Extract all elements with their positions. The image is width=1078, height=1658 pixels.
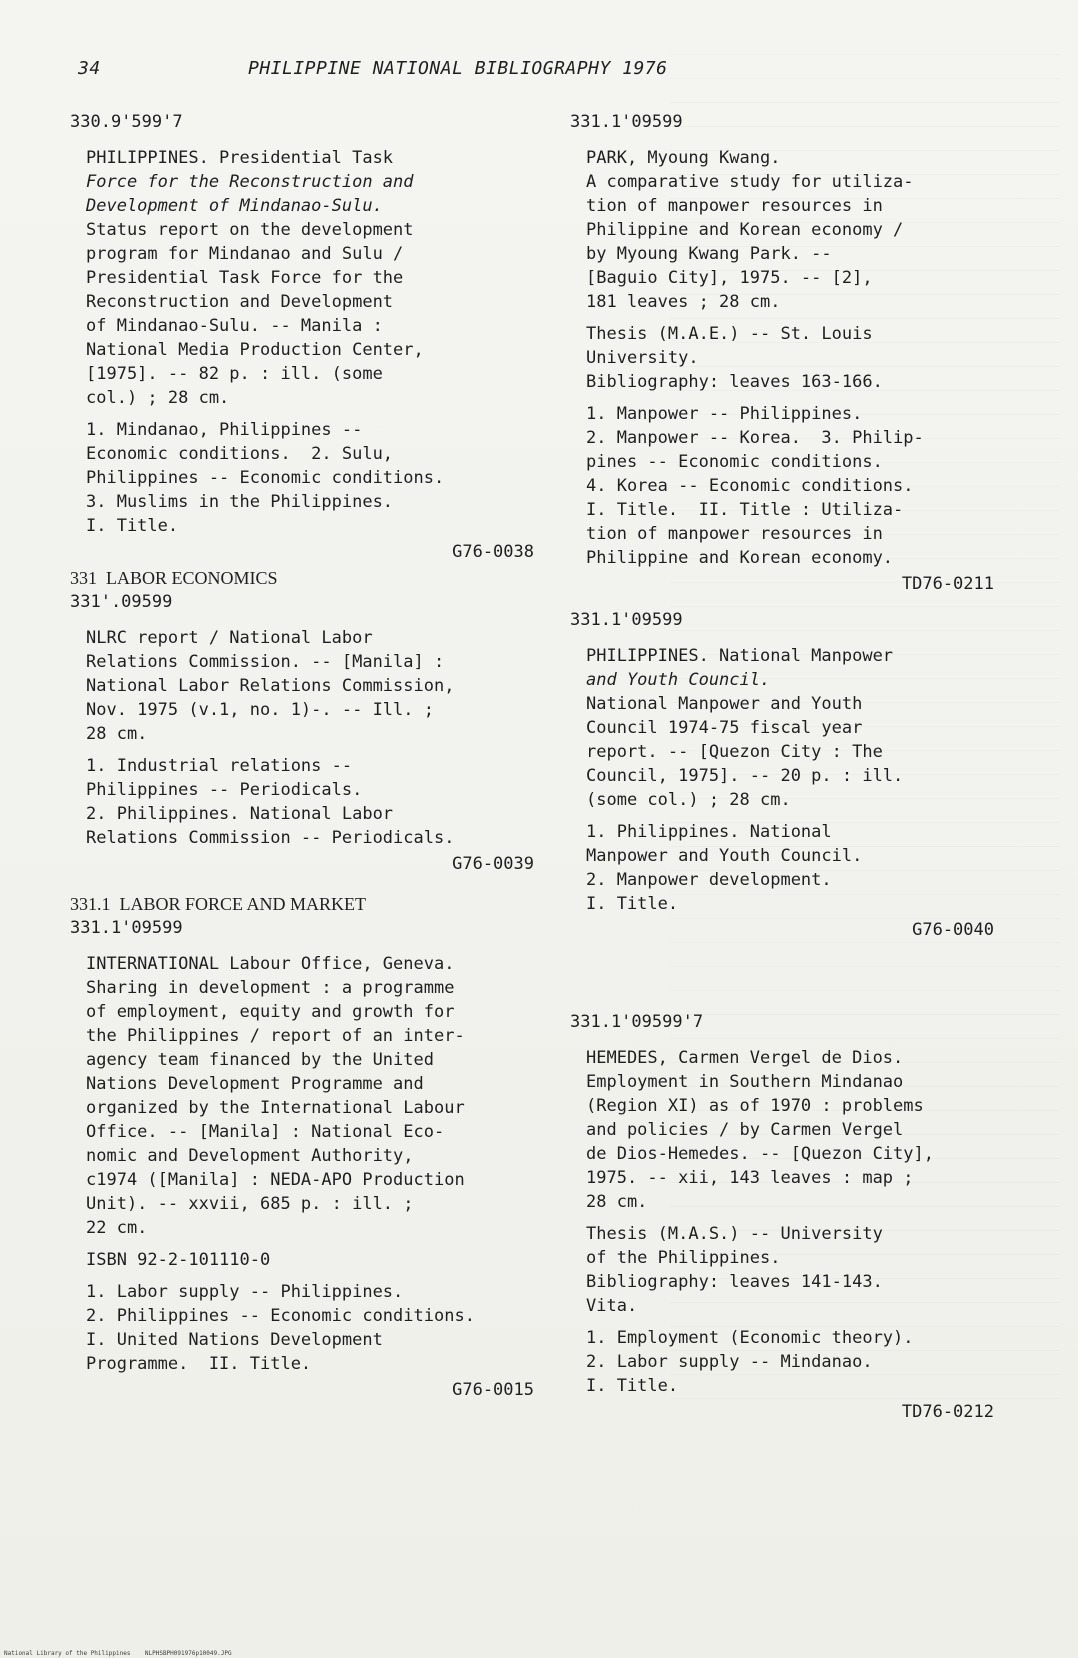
subject-line: 2. Manpower -- Korea. 3. Philip- <box>586 428 924 448</box>
entry-line: Philippine and Korean economy / <box>586 220 904 240</box>
entry-national-manpower-youth-council <box>570 608 1010 942</box>
control-number: TD76-0211 <box>901 574 994 594</box>
note-line: University. <box>586 348 699 368</box>
entry-line: Reconstruction and Development <box>86 292 394 312</box>
isbn-line: ISBN 92-2-101110-0 <box>86 1250 271 1270</box>
entry-line: of Mindanao-Sulu. -- Manila : <box>86 316 383 336</box>
entry-line: Status report on the development <box>86 220 414 240</box>
entry-line: nomic and Development Authority, <box>86 1146 414 1166</box>
entry-line: HEMEDES, Carmen Vergel de Dios. <box>586 1048 904 1068</box>
entry-international-labour-office <box>70 892 550 1402</box>
entry-line: c1974 ([Manila] : NEDA-APO Production <box>86 1170 465 1190</box>
entry-line: Council 1974-75 fiscal year <box>586 718 863 738</box>
entry-line: Force for the Reconstruction and <box>86 172 414 192</box>
entry-park-myoung-kwang <box>570 110 1010 596</box>
scan-footer: National Library of the Philippines NLPHSBPH091976p10049.JPG <box>4 1650 232 1657</box>
entry-line: and Youth Council. <box>586 670 771 690</box>
control-number: G76-0038 <box>452 542 534 562</box>
subject-block <box>86 754 550 850</box>
entry-line: 22 cm. <box>86 1218 148 1238</box>
entry-line: col.) ; 28 cm. <box>86 388 230 408</box>
subject-line: Philippines -- Periodicals. <box>86 780 363 800</box>
control-number: G76-0040 <box>912 920 994 940</box>
control-number: TD76-0212 <box>901 1402 994 1422</box>
entry-line: organized by the International Labour <box>86 1098 465 1118</box>
subject-line: 4. Korea -- Economic conditions. <box>586 476 914 496</box>
subject-line: I. Title. II. Title : Utiliza- <box>586 500 904 520</box>
subject-line: 2. Philippines. National Labor <box>86 804 394 824</box>
notes-block <box>586 322 1010 394</box>
entry-line: program for Mindanao and Sulu / <box>86 244 404 264</box>
entry-body <box>586 146 1010 596</box>
entry-body <box>586 1046 1010 1424</box>
subject-line: 1. Manpower -- Philippines. <box>586 404 863 424</box>
entry-line: (Region XI) as of 1970 : problems <box>586 1096 924 1116</box>
entry-line: A comparative study for utiliza- <box>586 172 914 192</box>
control-number: G76-0015 <box>452 1380 534 1400</box>
subject-line: Economic conditions. 2. Sulu, <box>86 444 394 464</box>
subject-line: I. Title. <box>586 1376 679 1396</box>
entry-line: Council, 1975]. -- 20 p. : ill. <box>586 766 904 786</box>
subject-block <box>86 1280 550 1376</box>
note-line: Bibliography: leaves 163-166. <box>586 372 883 392</box>
entry-nlrc-report <box>70 566 550 876</box>
subject-block <box>586 1326 1010 1398</box>
entry-line: Office. -- [Manila] : National Eco- <box>86 1122 445 1142</box>
subject-line: I. United Nations Development <box>86 1330 383 1350</box>
entry-line: Presidential Task Force for the <box>86 268 404 288</box>
entry-line: Nov. 1975 (v.1, no. 1)-. -- Ill. ; <box>86 700 434 720</box>
subject-block <box>586 402 1010 570</box>
subject-line: 2. Labor supply -- Mindanao. <box>586 1352 873 1372</box>
entry-body <box>586 644 1010 942</box>
subject-line: Programme. II. Title. <box>86 1354 312 1374</box>
class-number: 330.9'599'7 <box>70 112 183 132</box>
entry-line: Relations Commission. -- [Manila] : <box>86 652 445 672</box>
page-number: 34 <box>78 58 101 79</box>
note-line: Thesis (M.A.S.) -- University <box>586 1224 883 1244</box>
entry-line: 1975. -- xii, 143 leaves : map ; <box>586 1168 914 1188</box>
section-class-number: 331'.09599 <box>70 592 173 612</box>
entry-line: PHILIPPINES. National Manpower <box>586 646 894 666</box>
class-number: 331.1'09599 <box>570 112 683 132</box>
entry-line: 28 cm. <box>586 1192 648 1212</box>
entry-line: of employment, equity and growth for <box>86 1002 455 1022</box>
note-line: of the Philippines. <box>586 1248 781 1268</box>
subject-line: Manpower and Youth Council. <box>586 846 863 866</box>
entry-line: 181 leaves ; 28 cm. <box>586 292 781 312</box>
entry-line: PHILIPPINES. Presidential Task <box>86 148 394 168</box>
subject-line: 1. Mindanao, Philippines -- <box>86 420 363 440</box>
subject-block <box>86 418 550 538</box>
entry-line: INTERNATIONAL Labour Office, Geneva. <box>86 954 455 974</box>
subject-line: I. Title. <box>86 516 179 536</box>
notes-block <box>586 1222 1010 1318</box>
subject-line: Relations Commission -- Periodicals. <box>86 828 455 848</box>
subject-line: Philippines -- Economic conditions. <box>86 468 445 488</box>
entry-line: National Manpower and Youth <box>586 694 863 714</box>
entry-philippines-presidential-task-force <box>70 110 550 564</box>
entry-line: Sharing in development : a programme <box>86 978 455 998</box>
entry-line: National Labor Relations Commission, <box>86 676 455 696</box>
subject-line: 2. Manpower development. <box>586 870 832 890</box>
entry-line: de Dios-Hemedes. -- [Quezon City], <box>586 1144 934 1164</box>
subject-line: 1. Labor supply -- Philippines. <box>86 1282 404 1302</box>
note-line: Bibliography: leaves 141-143. <box>586 1272 883 1292</box>
subject-line: I. Title. <box>586 894 679 914</box>
section-heading: 331 LABOR ECONOMICS <box>70 568 278 588</box>
subject-line: 3. Muslims in the Philippines. <box>86 492 394 512</box>
header-title: PHILIPPINE NATIONAL BIBLIOGRAPHY 1976 <box>248 58 668 79</box>
entry-line: PARK, Myoung Kwang. <box>586 148 781 168</box>
section-class-number: 331.1'09599 <box>70 918 183 938</box>
entry-line: agency team financed by the United <box>86 1050 434 1070</box>
entry-line: tion of manpower resources in <box>586 196 883 216</box>
entry-line: [Baguio City], 1975. -- [2], <box>586 268 873 288</box>
subject-line: 1. Industrial relations -- <box>86 756 353 776</box>
section-heading: 331.1 LABOR FORCE AND MARKET <box>70 894 367 914</box>
entry-line: and policies / by Carmen Vergel <box>586 1120 904 1140</box>
entry-line: by Myoung Kwang Park. -- <box>586 244 832 264</box>
entry-body <box>86 952 550 1402</box>
note-line: Thesis (M.A.E.) -- St. Louis <box>586 324 873 344</box>
subject-line: 1. Employment (Economic theory). <box>586 1328 914 1348</box>
subject-block <box>586 820 1010 916</box>
entry-line: 28 cm. <box>86 724 148 744</box>
subject-line: Philippine and Korean economy. <box>586 548 894 568</box>
subject-line: 2. Philippines -- Economic conditions. <box>86 1306 475 1326</box>
entry-body <box>86 626 550 876</box>
entry-line: report. -- [Quezon City : The <box>586 742 883 762</box>
subject-line: pines -- Economic conditions. <box>586 452 883 472</box>
entry-line: National Media Production Center, <box>86 340 424 360</box>
subject-line: 1. Philippines. National <box>586 822 832 842</box>
entry-line: Employment in Southern Mindanao <box>586 1072 904 1092</box>
entry-line: Nations Development Programme and <box>86 1074 424 1094</box>
entry-body <box>86 146 550 564</box>
subject-line: tion of manpower resources in <box>586 524 883 544</box>
entry-line: (some col.) ; 28 cm. <box>586 790 791 810</box>
class-number: 331.1'09599'7 <box>570 1012 704 1032</box>
entry-line: Unit). -- xxvii, 685 p. : ill. ; <box>86 1194 414 1214</box>
entry-line: NLRC report / National Labor <box>86 628 373 648</box>
class-number: 331.1'09599 <box>570 610 683 630</box>
entry-line: [1975]. -- 82 p. : ill. (some <box>86 364 383 384</box>
entry-line: Development of Mindanao-Sulu. <box>86 196 383 216</box>
entry-hemedes-carmen <box>570 1010 1010 1424</box>
note-line: Vita. <box>586 1296 638 1316</box>
entry-line: the Philippines / report of an inter- <box>86 1026 465 1046</box>
control-number: G76-0039 <box>452 854 534 874</box>
